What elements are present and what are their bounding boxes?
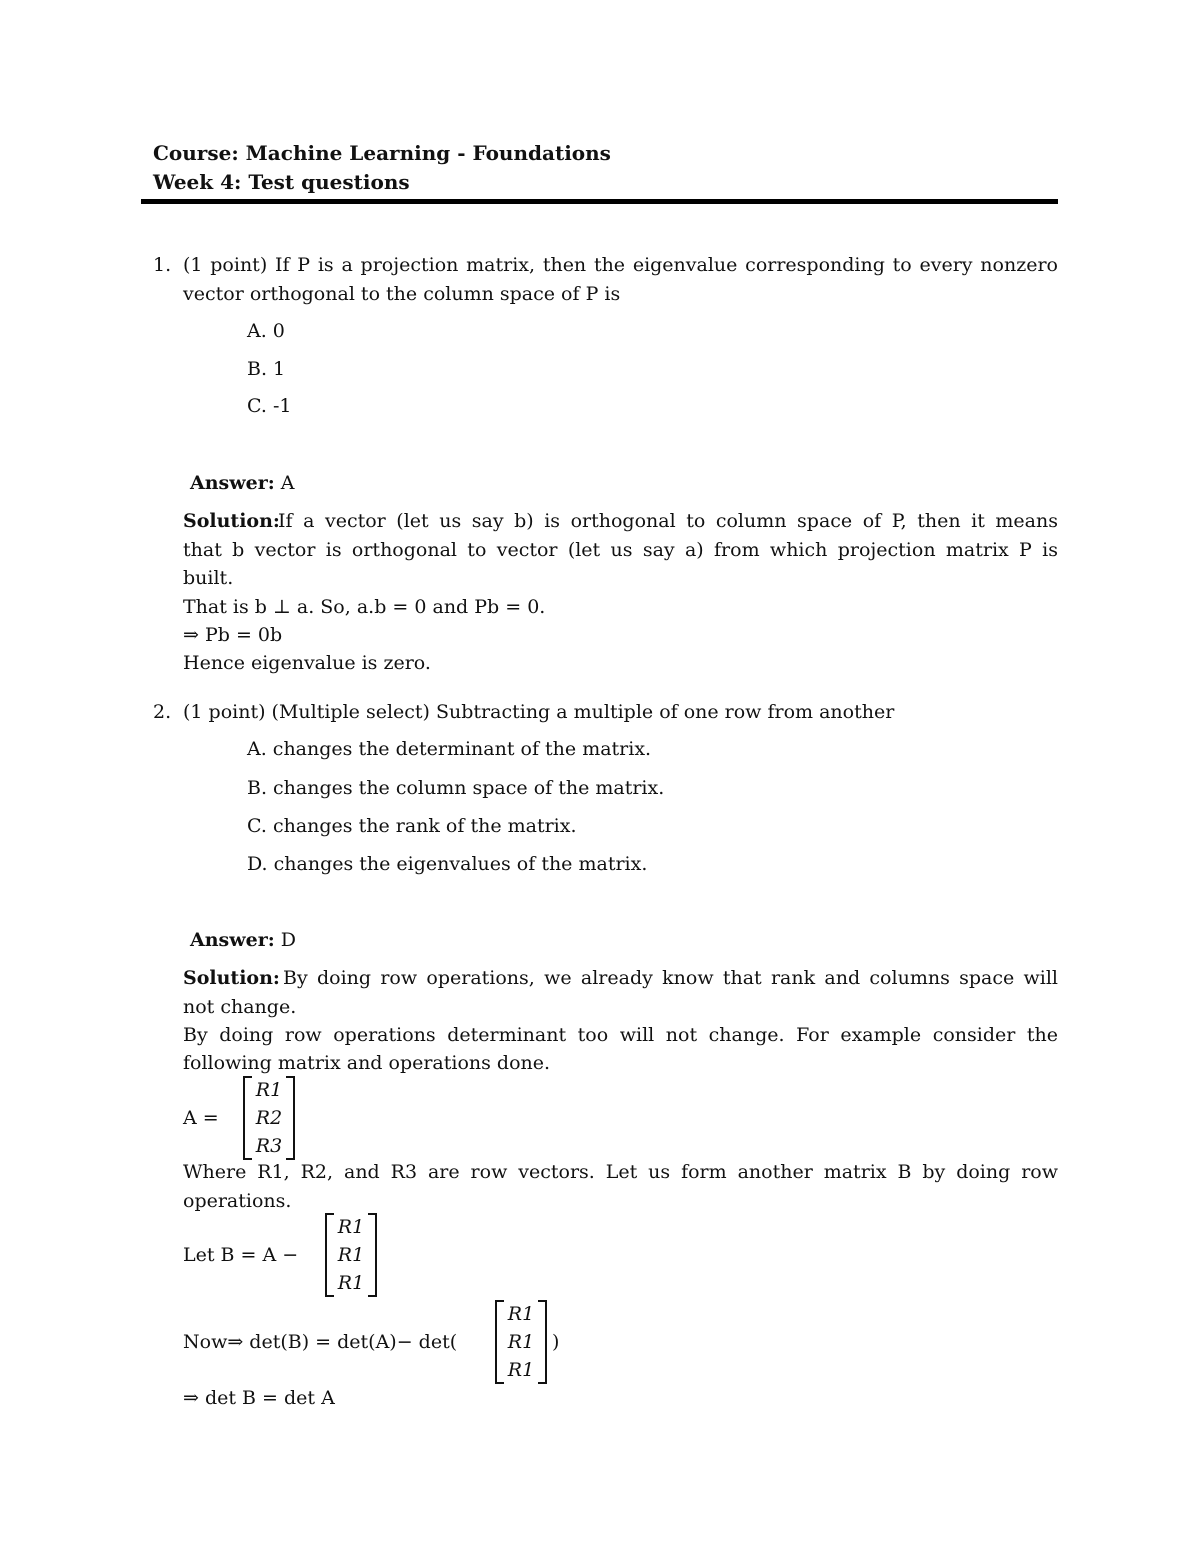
matrix-entry: R1: [507, 1359, 535, 1381]
q2-solution-line: not change.: [183, 996, 297, 1018]
week-title: Week 4: Test questions: [153, 170, 410, 194]
where-line: operations.: [183, 1190, 292, 1212]
q1-answer: [190, 471, 295, 495]
matrix-entry: R2: [255, 1107, 283, 1129]
matrix-r1: [495, 1300, 547, 1384]
now-suffix: ): [552, 1331, 560, 1353]
conclusion: ⇒ det B = det A: [183, 1387, 335, 1409]
solution-label: Solution:: [183, 967, 280, 989]
q1-solution-line: That is b ⊥ a. So, a.b = 0 and Pb = 0.: [183, 596, 546, 618]
matrix-a-prefix: A =: [183, 1107, 219, 1129]
q1-solution-label: [183, 509, 280, 533]
q2-option-c: C. changes the rank of the matrix.: [247, 815, 577, 837]
q1-solution-line: built.: [183, 567, 234, 589]
let-prefix: Let B = A −: [183, 1244, 299, 1266]
q2-number: 2.: [153, 701, 172, 723]
matrix-r1: [325, 1213, 377, 1297]
q2-solution-label: [183, 966, 280, 990]
q1-option-c: C. -1: [247, 395, 292, 417]
answer-value: A: [280, 472, 295, 494]
course-title: Course: Machine Learning - Foundations: [153, 141, 611, 165]
q1-solution-line: Hence eigenvalue is zero.: [183, 652, 431, 674]
matrix-entry: R3: [255, 1135, 283, 1157]
matrix-entry: R1: [507, 1303, 535, 1325]
q1-text-line1: (1 point) If P is a projection matrix, then the eigenvalue corresponding to every nonzero: [183, 254, 1058, 276]
header-rule: [141, 199, 1058, 204]
q1-solution-line: ⇒ Pb = 0b: [183, 624, 283, 646]
q2-text-line1: (1 point) (Multiple select) Subtracting a multiple of one row from another: [183, 701, 895, 723]
where-line: Where R1, R2, and R3 are row vectors. Let us form another matrix B by doing row: [183, 1161, 1058, 1183]
answer-label: Answer:: [190, 929, 275, 951]
q1-option-b: B. 1: [247, 358, 286, 380]
matrix-entry: R1: [337, 1244, 365, 1266]
q2-solution-line: By doing row operations, we already know that rank and columns space will: [283, 967, 1058, 989]
q2-solution-line: By doing row operations determinant too will not change. For example consider the: [183, 1024, 1058, 1046]
q2-answer: [190, 928, 296, 952]
answer-label: Answer:: [190, 472, 275, 494]
matrix-entry: R1: [337, 1272, 365, 1294]
q2-option-b: B. changes the column space of the matrix.: [247, 777, 665, 799]
q1-solution-line: If a vector (let us say b) is orthogonal to column space of P, then it means: [278, 510, 1058, 532]
matrix-entry: R1: [255, 1079, 283, 1101]
solution-label: Solution:: [183, 510, 280, 532]
q1-option-a: A. 0: [247, 320, 285, 342]
now-prefix: Now⇒ det(B) = det(A)− det(: [183, 1331, 458, 1353]
q1-solution-line: that b vector is orthogonal to vector (let us say a) from which projection matrix P is: [183, 539, 1058, 561]
q2-solution-line: following matrix and operations done.: [183, 1052, 551, 1074]
q2-option-a: A. changes the determinant of the matrix.: [247, 738, 652, 760]
answer-value: D: [280, 929, 297, 951]
matrix-a: [243, 1076, 295, 1160]
matrix-entry: R1: [507, 1331, 535, 1353]
q1-text-line2: vector orthogonal to the column space of P is: [183, 283, 621, 305]
matrix-entry: R1: [337, 1216, 365, 1238]
q2-option-d: D. changes the eigenvalues of the matrix.: [247, 853, 648, 875]
q1-number: 1.: [153, 254, 172, 276]
